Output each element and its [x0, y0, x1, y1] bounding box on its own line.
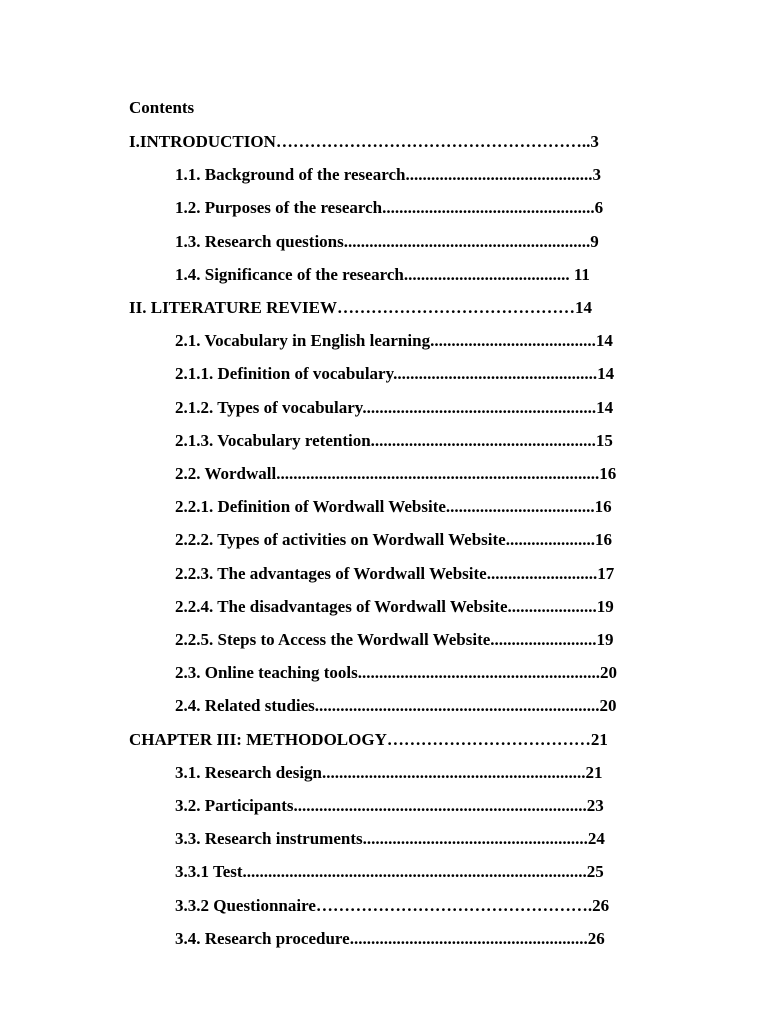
- toc-section-entry: 2.1.3. Vocabulary retention.....................................................15: [175, 430, 613, 450]
- toc-section-entry: 2.1.1. Definition of vocabulary................................................14: [175, 364, 615, 384]
- toc-section-entry: 2.2.5. Steps to Access the Wordwall Website.........................19: [175, 630, 614, 649]
- toc-section-entry: 2.1.2. Types of vocabulary.......................................................14: [175, 397, 614, 417]
- contents-heading: Contents: [129, 98, 195, 117]
- toc-section-entry: 2.4. Related studies...................................................................20: [175, 696, 617, 716]
- toc-section-entry: 2.2.2. Types of activities on Wordwall Website.....................16: [175, 530, 612, 550]
- toc-chapter-entry: I.INTRODUCTION………………………………………………..3: [129, 132, 599, 151]
- toc-chapter-entry: II. LITERATURE REVIEW……………………………………14: [129, 298, 592, 317]
- toc-chapter-entry: CHAPTER III: METHODOLOGY………………………………21: [129, 729, 608, 749]
- toc-section-entry: 1.4. Significance of the research....................................... 11: [175, 264, 590, 284]
- toc-section-entry: 2.2.3. The advantages of Wordwall Website..........................17: [175, 563, 615, 583]
- toc-section-entry: 3.4. Research procedure........................................................26: [175, 928, 605, 948]
- toc-section-entry: 3.1. Research design..............................................................21: [175, 762, 603, 782]
- toc-section-entry: 2.2.4. The disadvantages of Wordwall Website.....................19: [175, 596, 614, 616]
- toc-section-entry: 3.2. Participants.....................................................................23: [175, 796, 604, 815]
- toc-section-entry: 2.3. Online teaching tools.........................................................20: [175, 663, 618, 683]
- toc-section-entry: 2.1. Vocabulary in English learning.......................................14: [175, 331, 613, 351]
- toc-section-entry: 1.1. Background of the research............................................3: [175, 165, 601, 185]
- toc-section-entry: 3.3.1 Test.................................................................................25: [175, 862, 604, 882]
- toc-section-entry: 1.2. Purposes of the research..................................................6: [175, 198, 604, 218]
- toc-section-entry: 3.3.2 Questionnaire………………………………………….26: [175, 895, 610, 915]
- toc-section-entry: 2.2. Wordwall............................................................................16: [175, 464, 617, 483]
- toc-section-entry: 3.3. Research instruments.....................................................24: [175, 829, 605, 849]
- toc-section-entry: 1.3. Research questions..........................................................9: [175, 231, 599, 251]
- toc-section-entry: 2.2.1. Definition of Wordwall Website...................................16: [175, 497, 612, 517]
